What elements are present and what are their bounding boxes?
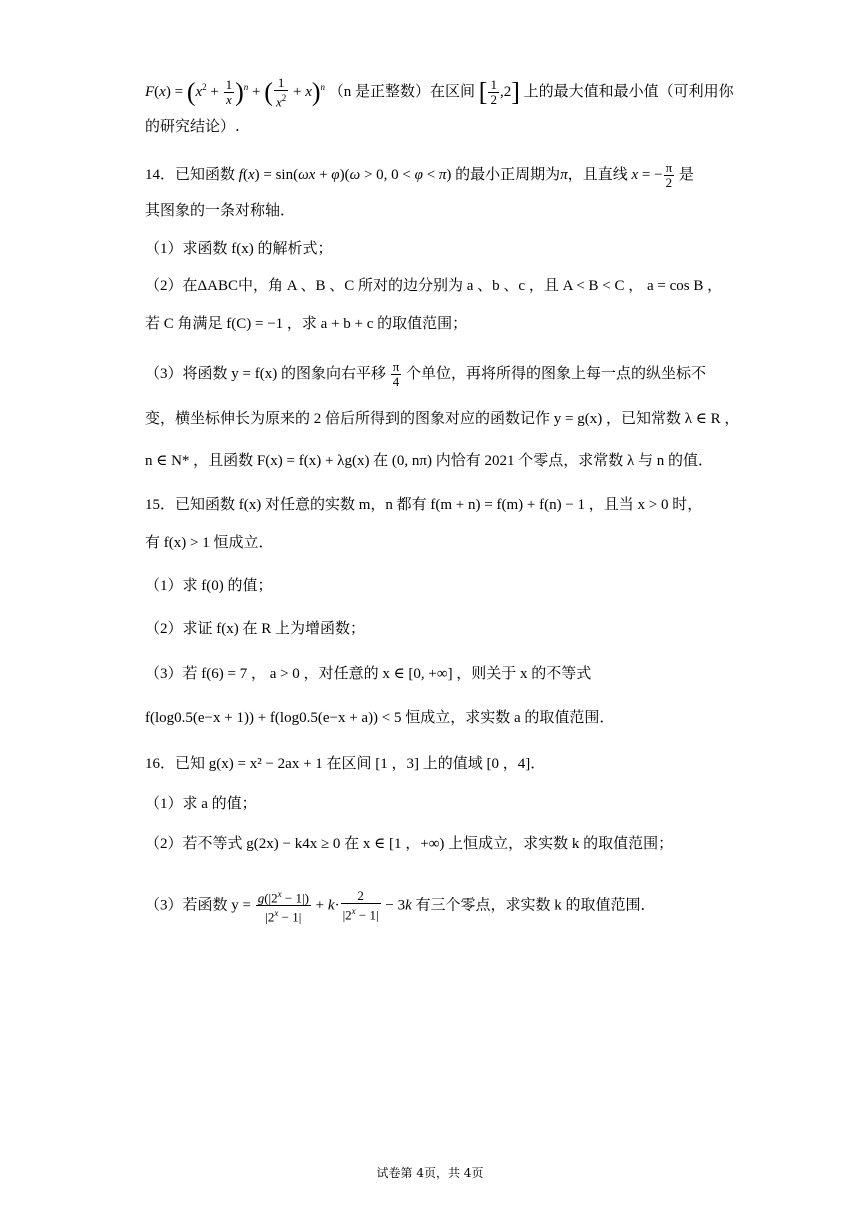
q16-part2: （2）若不等式 g(2x) − k4x ≥ 0 在 x ∈ [1 ，+∞) 上恒成立，求实数 k 的取值范围；: [145, 836, 674, 852]
l2: 的研究结论）.: [145, 117, 240, 135]
q15-stem: 15．已知函数 f(x) 对任意的实数 m，n 都有 f(m + n) = f(m) + f(n) − 1 ，且当 x > 0 时，: [145, 497, 703, 513]
q14-part3b: 变，横坐标伸长为原来的 2 倍后所得到的图象对应的函数记作 y = g(x) ，已知常数 λ ∈ R ，: [145, 411, 740, 427]
q14-part1: （1）求函数 f(x) 的解析式；: [145, 241, 333, 257]
q16-p3-pre: （3）若函数 y =: [145, 897, 251, 914]
q15-line2: 有 f(x) > 1 恒成立．: [145, 535, 274, 551]
q14-a: 14．已知函数: [145, 166, 236, 183]
q14-part2a: （2）在ΔABC中，角 A 、B 、C 所对的边分别为 a 、b 、c ，且 A < B < C ， a = cos B ，: [145, 278, 723, 294]
q14-p3a-2: 个单位，再将所得的图象上每一点的纵坐标不: [406, 365, 707, 382]
q14-p3a-1: （3）将函数 y = f(x) 的图象向右平移: [145, 365, 386, 382]
page-footer: 试卷第 4页，共 4页: [376, 1166, 484, 1180]
l1-tail: 上的最大值和最小值（可利用你: [523, 84, 734, 101]
q16-part1: （1）求 a 的值；: [145, 796, 257, 812]
q14-stem: 14．已知函数 f(x) = sin(ωx + φ)(ω > 0, 0 < φ < π) 的最小正周期为π，且直线 x = − $\frac{\pi}{2}$ 是: [145, 160, 694, 190]
q16-stem: 16．已知 g(x) = x² − 2ax + 1 在区间 [1 ，3] 上的值域 [0 ，4]．: [145, 756, 546, 772]
q15-part3b: f(log0.5(e−x + 1)) + f(log0.5(e−x + a)) < 5 恒成立，求实数 a 的取值范围．: [145, 710, 615, 726]
q14-part2b: 若 C 角满足 f(C) = −1 ，求 a + b + c 的取值范围；: [145, 316, 468, 332]
q14-b: 的最小正周期为: [455, 166, 561, 183]
q14-d: 是: [678, 166, 694, 183]
q15-part2: （2）求证 f(x) 在 R 上为增函数；: [145, 621, 365, 637]
f-expression-line: $F(x) = (x^2$ + $\frac{1}{x}$ )$^n$ + ( $\frac{1}{x^2}$ + x)$^n$ （n 是正整数）在区间 [ $\frac{1}{2}$ ,2] 上的最大值和最小值（可利用你: [145, 75, 734, 110]
l1-suffix: （n 是正整数）在区间: [328, 84, 476, 101]
q14-part3c: n ∈ N* ，且函数 F(x) = f(x) + λg(x) 在 (0, nπ) 内恰有 2021 个零点，求常数 λ 与 n 的值．: [145, 453, 714, 469]
q14-c: ，且直线: [567, 166, 628, 183]
q16-part3: （3）若函数 y = $\frac{g(|2^x - 1|)}{|2^x - 1|}$ + k· $\frac{2}{|2^x - 1|}$ − 3k 有三个零点，求实数 k 的取值范围．: [145, 888, 656, 925]
q16-p3-post: 有三个零点，求实数 k 的取值范围．: [415, 897, 656, 914]
q14-line2: 其图象的一条对称轴．: [145, 201, 296, 219]
q15-part3a: （3）若 f(6) = 7 ， a > 0 ，对任意的 x ∈ [0, +∞] ，则关于 x 的不等式: [145, 666, 592, 682]
q14-part3a: （3）将函数 y = f(x) 的图象向右平移 $\frac{\pi}{4}$ 个单位，再将所得的图象上每一点的纵坐标不: [145, 359, 707, 389]
q15-part1: （1）求 f(0) 的值；: [145, 578, 273, 594]
